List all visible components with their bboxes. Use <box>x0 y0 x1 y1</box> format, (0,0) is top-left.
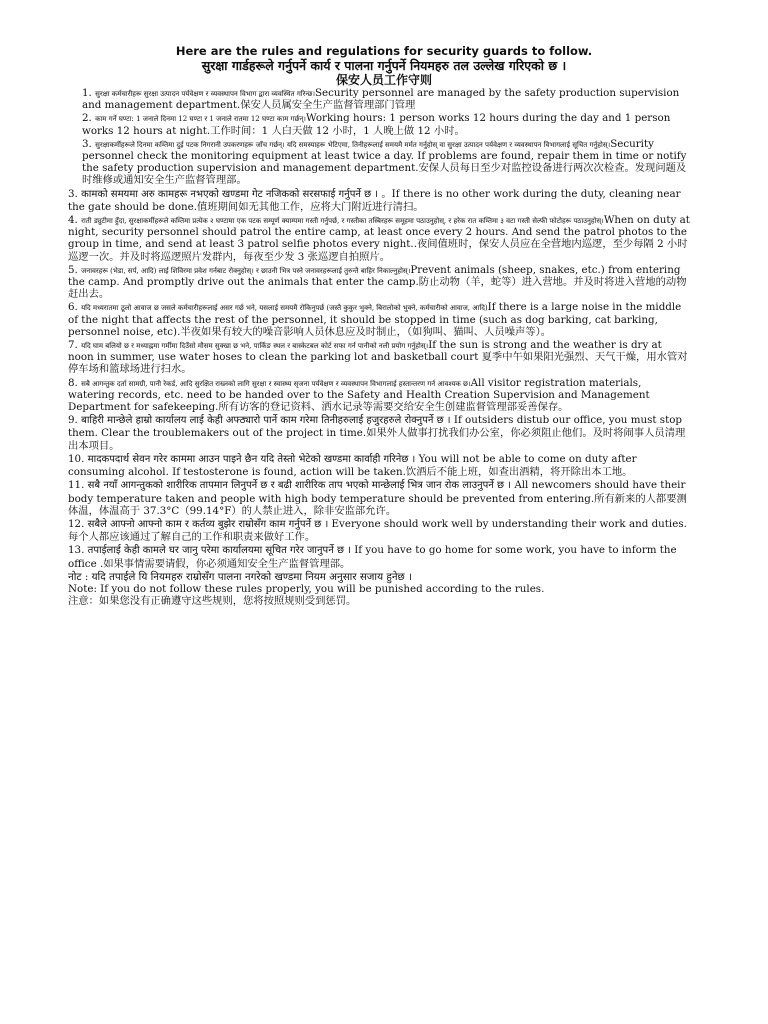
note-english: Note: If you do not follow these rules properly, you will be punished according to the rules. <box>68 582 545 595</box>
rule-text: Prevent animals (sheep, snakes, etc.) from entering the camp. And promptly drive out the animals that enter the camp.防止动物（羊，蛇等）进入营地。并及时将进入营地的动物赶出去。 <box>68 263 687 301</box>
rules-list <box>68 87 690 607</box>
rule-text-nepali: यदि घाम बलियो छ र मध्याह्नमा गर्मीमा दिउँसो मौसम सुक्खा छ भने, पार्किङ स्थल र बास्केटबल कोर्ट सफा गर्न पानीको नली प्रयोग गर्नुहोस्। <box>81 342 429 351</box>
rule-text-nepali: सबैले आफ्नो आफ्नो काम र कर्तव्य बुझेर राम्रोसँग काम गर्नुपर्ने छ । <box>87 518 329 530</box>
rule-number: 4. <box>68 214 78 227</box>
rule-text-nepali: राती ड्युटीमा हुँदा, सुरक्षाकर्मीहरूले कम्तिमा प्रत्येक २ घण्टामा एक पटक सम्पूर्ण क्याम्पमा गस्ती गर्नुपर्छ, र गस्तीका तस्बिरहरू समूहमा पठाउनुहोस्, र हरेक रात कम्तिमा ३ वटा गस्ती सेल्फी फोटोहरू पठाउनुहोस्। <box>81 217 604 226</box>
rule-text: You will not be able to come on duty after consuming alcohol. If testosterone is found, action will be taken.饮酒后不能上班，如查出酒精，将开除出本工地。 <box>68 452 637 479</box>
rule-item-3b <box>68 188 690 213</box>
rule-number: 3. <box>68 187 78 200</box>
rule-text: When on duty at night, security personnel should patrol the entire camp, at least once every 2 hours. And send the patrol photos to the group in time, and send at least 3 patrol selfie photos every night..夜间值班时，保安人员应在全营地内巡逻，至少每隔 2 小时巡逻一次。并及时将巡逻照片发群内，每夜至少发 3 张巡逻自拍照片。 <box>68 214 690 263</box>
rule-item-7 <box>68 339 690 376</box>
rule-text-nepali: तपाईलाई केही कामले घर जानु परेमा कार्यालयमा सूचित गरेर जानुपर्ने छ । <box>87 545 351 557</box>
rule-item-12 <box>68 518 690 543</box>
rule-item-4 <box>68 214 690 263</box>
rule-number: 9. <box>68 414 78 427</box>
rule-text: All newcomers should have their body temperature taken and people with high body temperature should be prevented from entering.所有新来的人都要测体温，体温高于 37.3°C（99.14°F）的人禁止进入，除非安监部允许。 <box>68 479 687 517</box>
rule-number: 5. <box>68 263 78 276</box>
note-nepali: नोट : यदि तपाईले यि नियमहरु राम्रोसँग पालना नगरेको खण्डमा नियम अनुसार सजाय हुनेछ । <box>68 570 412 583</box>
rule-number: 1. <box>82 87 92 99</box>
rule-item-8 <box>68 377 690 414</box>
rule-text-nepali: यदि मध्यरातमा ठूलो आवाज छ जसले कर्मचारीहरूलाई असर गर्छ भने, यसलाई समयमै रोकिनुपर्छ (जस्तै कुकुर भुक्ने, बिरालोको भुक्ने, कर्मचारीको आवाज, आदि) <box>81 304 488 313</box>
rule-item-11 <box>68 479 690 517</box>
rule-text: 。If there is no other work during the duty, cleaning near the gate should be done.值班期间如无其他工作，应将大门附近进行清扫。 <box>68 187 681 213</box>
rule-number: 8. <box>68 376 78 389</box>
rule-text: If outsiders distub our office, you must stop them. Clear the troublemakers out of the project in time.如果外人做事打扰我们办公室，你必须阻止他们。及时将闹事人员清理出本项目。 <box>68 414 686 452</box>
rule-item-9 <box>68 414 690 452</box>
rule-text: Everyone should work well by understanding their work and duties.每个人都应该通过了解自己的工作和职责来做好工作。 <box>68 517 687 544</box>
rule-text-nepali: सुरक्षाकर्मीहरूले दिनमा कम्तिमा दुई पटक निगरानी उपकरणहरू जाँच गर्छन्। यदि समस्याहरू भेटिएमा, तिनीहरूलाई समयमै मर्मत गर्नुहोस् वा सुरक्षा उत्पादन पर्यवेक्षण र व्यवस्थापन विभागलाई सूचित गर्नुहोस्। <box>95 140 611 149</box>
rule-text: If the sun is strong and the weather is dry at noon in summer, use water hoses to clean the parking lot and basketball court 夏季中午如果阳光强烈、天气干燥，用水管对停车场和篮球场进行扫水。 <box>68 339 688 376</box>
rule-text-nepali: सबै नयाँ आगन्तुकको शारीरिक तापमान लिनुपर्ने छ र बढी शारीरिक ताप भएको मान्छेलाई भित्र जान रोक लाउनुपर्ने छ । <box>87 480 512 492</box>
rule-text-nepali: काम गर्ने घण्टा: 1 जनाले दिनमा 12 घण्टा र 1 जनाले रातमा 12 घण्टा काम गर्छन्। <box>95 115 306 124</box>
rule-number: 6. <box>68 301 78 314</box>
rule-number: 10. <box>68 452 85 465</box>
rule-text: Security personnel check the monitoring equipment at least twice a day. If problems are found, repair them in time or notify the safety production supervision and management department.安保人员每日至少对监控设备进行两次次检查。发现问题及时维修或通知安全生产监督管理部。 <box>82 137 687 187</box>
rule-number: 2. <box>82 112 92 125</box>
rule-text-nepali: कामको समयमा अरु कामहरू नभएको खण्डमा गेट नजिकको सरसफाई गर्नुपर्ने छ । <box>81 188 379 200</box>
rule-text: Working hours: 1 person works 12 hours during the day and 1 person works 12 hours at night.工作时间：1 人白天做 12 小时，1 人晚上做 12 小时。 <box>82 112 671 137</box>
rule-item-13 <box>68 544 690 569</box>
rule-text-nepali: जनावरहरू (भेडा, सर्प, आदि) लाई शिविरमा प्रवेश गर्नबाट रोक्नुहोस्। र छाउनी भित्र पस्ने जनावरहरूलाई तुरुन्तै बाहिर निकाल्नुहोस्। <box>81 266 411 275</box>
rule-number: 3. <box>82 137 92 150</box>
note-chinese: 注意：如果您没有正确遵守这些规则，您将按照规则受到惩罚。 <box>68 595 357 608</box>
rule-number: 7. <box>68 339 78 352</box>
rule-text: Security personnel are managed by the safety production supervision and management department.保安人员属安全生产监督管理部门管理 <box>82 87 680 112</box>
rule-item-2 <box>68 112 690 136</box>
document-title: Here are the rules and regulations for security guards to follow. <box>175 44 593 58</box>
document-title-nepali: सुरक्षा गार्डहरूले गर्नुपर्ने कार्य र पालना गर्नुपर्ने नियमहरु तल उल्लेख गरिएको छ । <box>201 58 567 73</box>
rule-text-nepali: मादकपदार्थ सेवन गरेर काममा आउन पाइने छैन यदि तेस्तो भेटेको खण्डमा कार्वाही गरिनेछ । <box>87 453 416 465</box>
rule-item-10 <box>68 453 690 478</box>
rule-text-nepali: सुरक्षा कर्मचारीहरू सुरक्षा उत्पादन पर्यवेक्षण र व्यवस्थापन विभाग द्वारा व्यवस्थित गरिन्छ। <box>95 90 315 98</box>
rule-number: 12. <box>68 517 85 530</box>
rule-item-6 <box>68 301 690 338</box>
rule-text: If you have to go home for some work, you have to inform the office .如果事情需要请假，你必须通知安全生产监督管理部。 <box>68 544 677 570</box>
rule-text-nepali: सबै आगन्तुक दर्ता सामग्री, पानी रेकर्ड, आदि सुरक्षित राख्नको लागि सुरक्षा र स्वास्थ्य सृजना पर्यवेक्षण र व्यवस्थापन विभागलाई हस्तान्तरण गर्न आवश्यक छ। <box>81 379 471 388</box>
rule-item-1 <box>68 87 690 111</box>
rule-number: 11. <box>68 479 85 492</box>
rule-text: If there is a large noise in the middle of the night that affects the rest of the personnel, it should be stopped in time (such as dog barking, cat barking, personnel noise, etc).半夜如果有较大的噪音影响人员休息应及时制止，（如狗叫、猫叫、人员噪声等）。 <box>68 301 682 338</box>
rule-text: All visitor registration materials, watering records, etc. need to be handed over to the Safety and Health Creation Supervision and Management Department for safekeeping.所有访客的登记资料、洒水记录等需要交给安全生创建监督管理部妥善保存。 <box>68 376 650 414</box>
rule-number: 13. <box>68 544 85 557</box>
rule-item-3 <box>68 138 690 187</box>
document-title-chinese: 保安人员工作守则 <box>335 73 432 87</box>
rule-item-5 <box>68 264 690 301</box>
rule-text-nepali: बाहिरी मान्छेले हाम्रो कार्यालय लाई केही अफ्ठ्यारो पार्ने काम गरेमा तिनीहरुलाई हजुरहरुले रोक्नुपर्ने छ । <box>81 415 451 427</box>
